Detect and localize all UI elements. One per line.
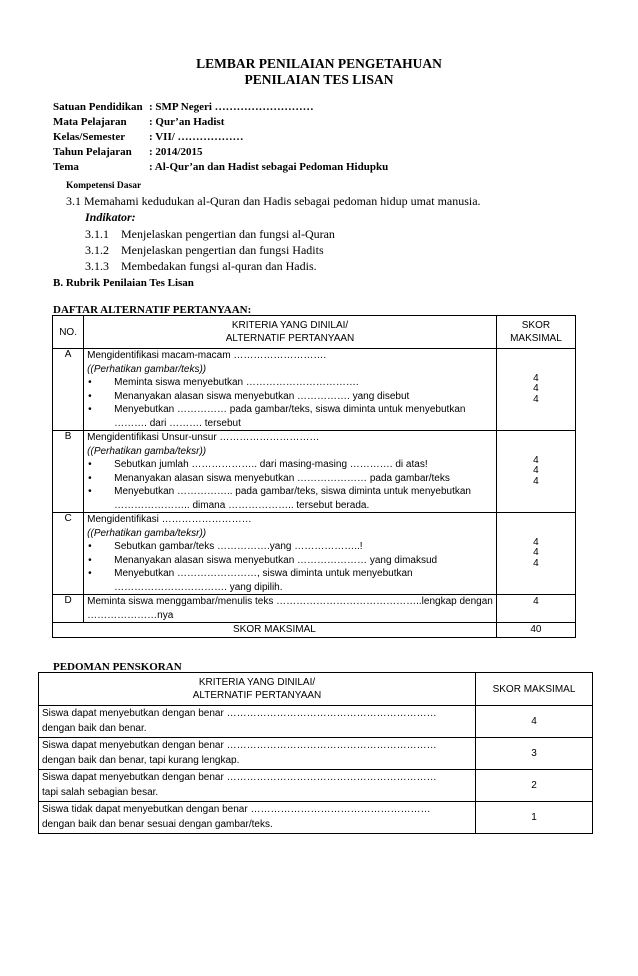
score-value: 4 [533,465,539,477]
table-header-row [39,673,593,706]
row-score [496,349,575,431]
table-row [53,513,576,595]
indikator-item [85,258,335,274]
row-number: B [53,431,84,513]
identity-row-class [53,130,388,145]
identity-row-year [53,145,388,160]
criteria-note-text: (Perhatikan gamba/teksr) [90,527,203,539]
identity-value: : SMP Negeri ……………………… [149,101,314,113]
row-number: A [53,349,84,431]
bullet-dot-icon: • [88,390,92,402]
row-criteria [84,431,497,513]
header-score: SKOR MAKSIMAL [476,673,593,706]
scoring-value: 2 [476,770,593,802]
criteria-bullet [87,403,493,417]
bullet-text: Meminta siswa menyebutkan ……………………………. [114,377,359,388]
header-score-line1: SKOR [521,320,551,331]
table-row [53,349,576,431]
criteria-note-text: (Perhatikan gambar/teks) [90,363,203,375]
document-title: LEMBAR PENILAIAN PENGETAHUAN [196,56,442,71]
bullet-dot-icon: • [88,404,92,415]
criteria-note-text: (Perhatikan gamba/teksr) [90,445,203,457]
header-criteria [39,673,476,706]
criteria-note: ((Perhatikan gamba/teksr)) [87,527,207,539]
table-row [39,738,593,770]
criteria-line: dengan baik dan benar, tapi kurang lengkap. [42,754,240,766]
criteria-line: Mengidentifikasi macam-macam ………………………. [87,350,327,361]
document-subtitle: PENILAIAN TES LISAN [244,72,394,87]
identity-value: : VII/ ……………… [149,131,244,143]
bullet-dot-icon: • [88,377,92,388]
criteria-line: Mengidentifikasi Unsur-unsur ………………………… [87,432,320,443]
criteria-line: Siswa dapat menyebutkan dengan benar ……………………………………………………… [42,740,437,751]
section-b-heading: B. Rubrik Penilaian Tes Lisan [53,277,194,289]
indikator-number: 3.1.3 [85,259,109,273]
row-number: C [53,513,84,595]
bullet-dot-icon: • [88,554,92,566]
bullet-dot-icon: • [88,459,92,470]
bullet-continuation: ………. dari ………. tersebut [114,417,241,429]
row-criteria [84,595,497,623]
score-value: 4 [533,454,539,466]
bullet-text: Menanyakan alasan siswa menyebutkan ………………… yang dimaksud [114,554,438,566]
criteria-line: dengan baik dan benar sesuai dengan gambar/teks. [42,818,273,830]
bullet-dot-icon: • [88,541,92,552]
row-number: D [53,595,84,623]
bullet-text: Sebutkan jumlah ……………….. dari masing-masing …………. di atas! [114,459,428,470]
score-value: 4 [533,475,539,487]
criteria-note: ((Perhatikan gamba/teksr)) [87,445,207,457]
bullet-continuation: ……………………………. yang dipilih. [114,581,283,593]
criteria-line: tapi salah sebagian besar. [42,786,159,798]
criteria-line: Siswa dapat menyebutkan dengan benar ……………………………………………………… [42,708,437,719]
criteria-bullet [87,376,493,390]
header-no [53,316,84,349]
scoring-criteria [39,706,476,738]
table-total-row [53,623,576,638]
scoring-guide-heading: PEDOMAN PENSKORAN [53,661,182,673]
table-row [39,770,593,802]
scoring-criteria [39,802,476,834]
bullet-dot-icon: • [88,472,92,484]
bullet-dot-icon: • [88,486,92,497]
bullet-text: Sebutkan gambar/teks …………….yang ………………..! [114,541,363,552]
table-row [39,706,593,738]
identity-block [53,100,388,175]
criteria-bullet [87,390,493,404]
criteria-bullet [87,472,493,486]
score-value: 4 [533,536,539,548]
scoring-criteria [39,738,476,770]
identity-value: : 2014/2015 [149,146,203,158]
criteria-line: Siswa tidak dapat menyebutkan dengan benar ……………………………………………… [42,804,431,815]
kompetensi-label: Kompetensi Dasar [66,181,142,191]
criteria-bullet [87,540,493,554]
table-row [53,431,576,513]
table-row [53,595,576,623]
scoring-table [38,672,593,834]
indikator-item [85,226,335,242]
identity-key: Kelas/Semester [53,131,126,143]
kompetensi-text: 3.1 Memahami kedudukan al-Quran dan Hadis sebagai pedoman hidup umat manusia. [66,194,481,208]
row-score [496,595,575,623]
bullet-text: Menanyakan alasan siswa menyebutkan ……………. yang disebut [114,390,410,402]
identity-row-subject [53,115,388,130]
total-label: SKOR MAKSIMAL [53,623,497,638]
identity-value: : Al-Qur’an dan Hadist sebagai Pedoman Hidupku [149,161,389,173]
indikator-list [85,226,335,274]
identity-key: Mata Pelajaran [53,116,127,128]
criteria-line: …………………nya [87,609,174,621]
indikator-item [85,242,335,258]
criteria-bullet [87,485,493,499]
indikator-number: 3.1.1 [85,227,109,241]
question-list-heading: DAFTAR ALTERNATIF PERTANYAAN: [53,304,252,316]
identity-row-school [53,100,388,115]
bullet-text: Menyebutkan ……………………, siswa diminta untuk menyebutkan [114,568,413,579]
criteria-bullet [87,567,493,581]
bullet-text: Menyebutkan …………….. pada gambar/teks, siswa diminta untuk menyebutkan [114,486,471,497]
bullet-text: Menanyakan alasan siswa menyebutkan ………………… pada gambar/teks [114,472,450,484]
row-score [496,431,575,513]
table-header-row [53,316,576,349]
criteria-line: Mengidentifikasi ……………………… [87,514,252,525]
identity-value: : Qur’an Hadist [149,116,225,128]
indikator-text: Menjelaskan pengertian dan fungsi Hadits [121,243,324,257]
criteria-line: dengan baik dan benar. [42,722,147,734]
identity-key: Tahun Pelajaran [53,146,132,158]
score-value: 4 [533,547,539,559]
header-criteria-line2: ALTERNATIF PERTANYAAN [225,333,355,344]
indikator-text: Membedakan fungsi al-quran dan Hadis. [121,259,317,273]
total-value: 40 [496,623,575,638]
header-no-label: NO. [59,326,77,338]
header-criteria-line1: KRITERIA YANG DINILAI/ [231,320,349,331]
score-value: 4 [533,596,539,607]
criteria-line: Meminta siswa menggambar/menulis teks ……………………………………..lengkap dengan [87,596,493,607]
indikator-number: 3.1.2 [85,243,109,257]
scoring-value: 4 [476,706,593,738]
score-value: 4 [533,383,539,395]
score-value: 4 [533,557,539,569]
row-criteria [84,349,497,431]
identity-key: Satuan Pendidikan [53,101,143,113]
identity-key: Tema [53,161,79,173]
row-criteria [84,513,497,595]
header-criteria [84,316,497,349]
scoring-value: 3 [476,738,593,770]
bullet-dot-icon: • [88,568,92,579]
criteria-bullet [87,554,493,568]
score-value: 4 [533,393,539,405]
question-table [52,315,576,638]
header-score-line2: MAKSIMAL [510,333,562,344]
bullet-text: Menyebutkan …………… pada gambar/teks, siswa diminta untuk menyebutkan [114,404,466,415]
header-criteria-line2: ALTERNATIF PERTANYAAN [192,690,322,701]
bullet-continuation: ………………….. dimana ……………….. tersebut berada. [114,499,370,511]
header-score [496,316,575,349]
indikator-text: Menjelaskan pengertian dan fungsi al-Quran [121,227,335,241]
header-criteria-line1: KRITERIA YANG DINILAI/ [198,677,316,688]
table-row [39,802,593,834]
score-value: 4 [533,372,539,384]
criteria-note: ((Perhatikan gambar/teks)) [87,363,207,375]
criteria-line: Siswa dapat menyebutkan dengan benar ……………………………………………………… [42,772,437,783]
scoring-value: 1 [476,802,593,834]
identity-row-theme [53,160,388,175]
criteria-bullet [87,458,493,472]
indikator-label: Indikator: [85,210,136,224]
scoring-criteria [39,770,476,802]
row-score [496,513,575,595]
